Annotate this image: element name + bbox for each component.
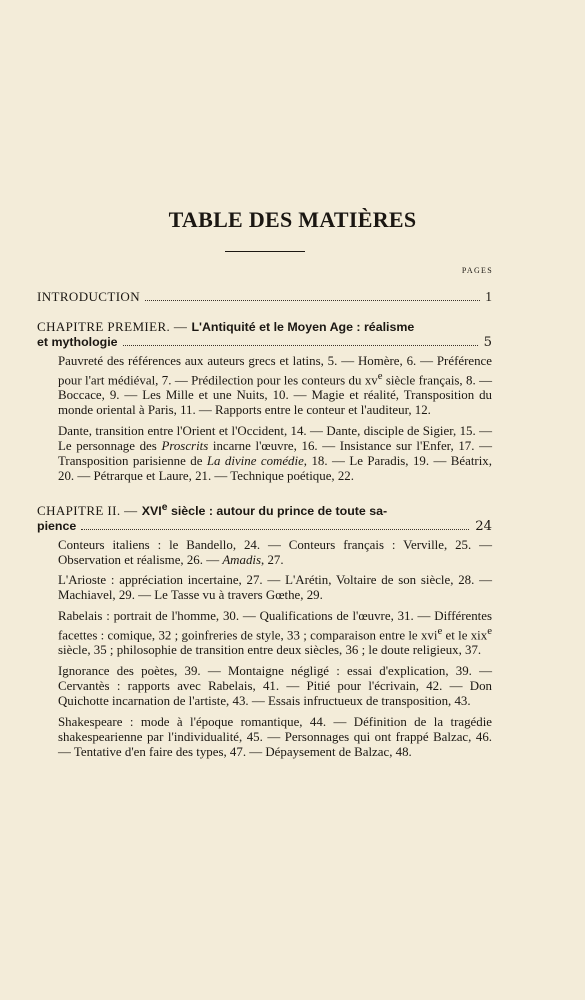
page-title: TABLE DES MATIÈRES — [168, 207, 417, 232]
chapter-1-summary-1: Pauvreté des références aux auteurs grecs et latins, 5. — Homère, 6. — Préférence pour l'art médiéval, 7. — Prédilection pour les conteurs du $xv^e$ siècle français, 8. — Boccace, 9. — Les Mille et une Nuits, 10. — Magie et réalité, Transposition du monde oriental à Paris, 11. — Rapports entre le conteur et l'auditeur, 12. — [58, 354, 492, 418]
introduction-label: INTRODUCTION — [37, 289, 141, 304]
chapter-1-title-line2: et mythologie — [37, 335, 118, 349]
chapter-2-title-line1: XVIe siècle : autour du prince de toute sa- — [141, 501, 388, 518]
chapter-1-prefix: CHAPITRE PREMIER. — — [37, 319, 188, 334]
chapter-2-summary-5: Shakespeare : mode à l'époque romantique, 44. — Définition de la tragédie shakespearienne par l'individualité, 45. — Personnages qui ont frappé Balzac, 46. — Tentative d'en faire des types, 47. — Dépaysement de Balzac, 48. — [58, 715, 492, 759]
dot-leader — [81, 529, 469, 530]
chapter-1-heading — [37, 319, 492, 350]
chapter-2-summary-1: Conteurs italiens : le Bandello, 24. — Conteurs français : Verville, 25. — Observation et réalisme, 26. — Amadis, 27. — [58, 537, 492, 567]
chapter-2-title-line2: pience — [37, 518, 77, 533]
chapter-2-page: 24 — [475, 518, 492, 534]
chapter-1-page: 5 — [483, 335, 492, 350]
chapter-1-title-line1: L'Antiquité et le Moyen Age : réalisme — [191, 320, 415, 334]
toc-entry-introduction — [37, 289, 492, 304]
chapter-2-summary-2: L'Arioste : appréciation incertaine, 27. — L'Arétin, Voltaire de son siècle, 28. — Machiavel, 29. — Le Tasse vu à travers Gœthe, 29. — [58, 573, 492, 603]
introduction-page: 1 — [485, 289, 492, 304]
table-of-contents — [37, 289, 492, 760]
chapter-2-summary-4: Ignorance des poètes, 39. — Montaigne négligé : essai d'explication, 39. — Cervantès : rapports avec Rabelais, 41. — Pitié pour l'écrivain, 42. — Don Quichotte incarnation de l'artiste, 43. — Essais infructueux de transposition, 43. — [58, 664, 492, 709]
pages-column-header: PAGES — [461, 266, 493, 275]
chapter-2-heading — [37, 500, 492, 534]
title-rule — [225, 251, 305, 252]
dot-leader — [123, 345, 478, 346]
chapter-2-summary-3: Rabelais : portrait de l'homme, 30. — Qualifications de l'œuvre, 31. — Différentes facettes : comique, 32 ; goinfreries de style, 33 ; comparaison entre le xvi$^e$ et le xix$^e$ siècle, 35 ; philosophie de transition entre deux siècles, 36 ; le doute religieux, 37. — [58, 609, 492, 658]
dot-leader — [145, 300, 480, 301]
chapter-1-summary-2: Dante, transition entre l'Orient et l'Occident, 14. — Dante, disciple de Sigier, 15. — Le personnage des Proscrits incarne l'œuvre, 16. — Insistance sur l'Enfer, 17. — Transposition parisienne de La divine comédie, 18. — Le Paradis, 19. — Béatrix, 20. — Pétrarque et Laure, 21. — Technique poétique, 22. — [58, 423, 492, 483]
chapter-2-prefix: CHAPITRE II. — — [37, 502, 138, 518]
